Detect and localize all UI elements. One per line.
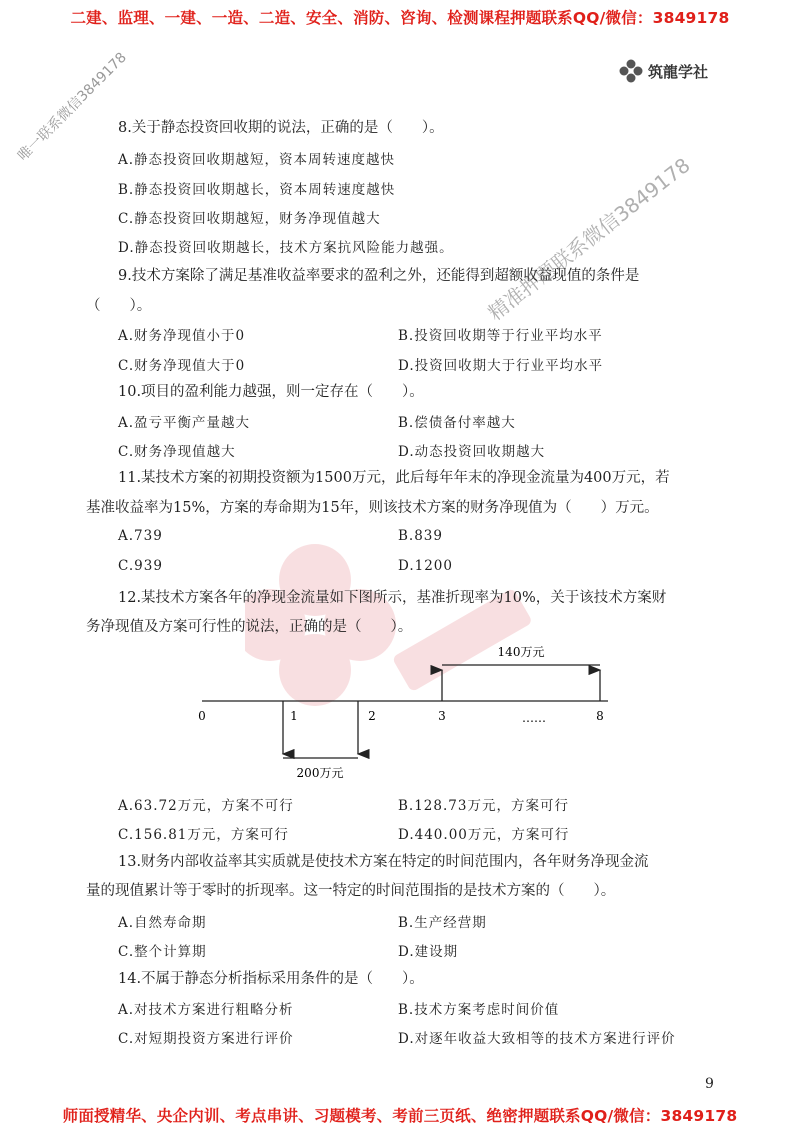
option-d: D.440.00万元，方案可行: [398, 827, 570, 843]
question-stem-continued: （ ）。: [86, 298, 152, 314]
question-stem: 10.项目的盈利能力越强，则一定存在（ ）。: [118, 384, 424, 400]
option-c: C.939: [118, 558, 163, 574]
cash-flow-diagram: [190, 640, 630, 790]
option-d: D.建设期: [398, 944, 459, 960]
option-d: D.投资回收期大于行业平均水平: [398, 358, 604, 374]
option-d: D.动态投资回收期越大: [398, 444, 546, 460]
question-stem-continued: 务净现值及方案可行性的说法，正确的是（ ）。: [86, 619, 413, 635]
question-stem-continued: 基准收益率为15%，方案的寿命期为15年，则该技术方案的财务净现值为（ ）万元。: [86, 500, 659, 516]
period-0-label: 0: [198, 709, 206, 723]
question-stem-continued: 量的现值累计等于零时的折现率。这一特定的时间范围指的是技术方案的（ ）。: [86, 883, 616, 899]
option-b: B.偿债备付率越大: [398, 415, 516, 431]
side-watermark: 唯一联系微信3849178: [15, 49, 130, 165]
option-b: B.投资回收期等于行业平均水平: [398, 328, 603, 344]
logo: [618, 58, 708, 84]
question-stem: 12.某技术方案各年的净现金流量如下图所示，基准折现率为10%，关于该技术方案财: [118, 590, 667, 606]
top-banner: 二建、监理、一建、一造、二造、安全、消防、咨询、检测课程押题联系QQ/微信：3849178: [70, 9, 730, 27]
outflow-amount-label: 200万元: [296, 766, 344, 780]
flower-logo-icon: [618, 58, 644, 84]
page-number: 9: [705, 1076, 714, 1092]
question-stem: 11.某技术方案的初期投资额为1500万元，此后每年年末的净现金流量为400万元，若: [118, 470, 670, 486]
option-c: C.财务净现值大于0: [118, 358, 246, 374]
period-1-label: 1: [290, 709, 298, 723]
option-a: A.739: [118, 528, 163, 544]
option-d: D.静态投资回收期越长，技术方案抗风险能力越强。: [118, 240, 454, 256]
ellipsis-label: ……: [522, 711, 546, 725]
period-8-label: 8: [596, 709, 604, 723]
question-stem: 8.关于静态投资回收期的说法，正确的是（ ）。: [118, 120, 444, 136]
option-b: B.静态投资回收期越长，资本周转速度越快: [118, 182, 396, 198]
inflow-amount-label: 140万元: [497, 645, 545, 659]
option-d: D.1200: [398, 558, 453, 574]
logo-text: 筑龍学社: [648, 62, 709, 81]
option-a: A.静态投资回收期越短，资本周转速度越快: [118, 152, 396, 168]
question-stem: 9.技术方案除了满足基准收益率要求的盈利之外，还能得到超额收益现值的条件是: [118, 268, 640, 284]
option-b: B.生产经营期: [398, 915, 487, 931]
option-d: D.对逐年收益大致相等的技术方案进行评价: [398, 1031, 676, 1047]
period-3-label: 3: [438, 709, 446, 723]
period-2-label: 2: [368, 709, 376, 723]
question-stem: 14.不属于静态分析指标采用条件的是（ ）。: [118, 971, 424, 987]
option-c: C.整个计算期: [118, 944, 207, 960]
bottom-banner: 师面授精华、央企内训、考点串讲、习题模考、考前三页纸、绝密押题联系QQ/微信：3849178: [62, 1107, 738, 1125]
option-a: A.对技术方案进行粗略分析: [118, 1002, 294, 1018]
question-stem: 13.财务内部收益率其实质就是使技术方案在特定的时间范围内，各年财务净现金流: [118, 854, 649, 870]
option-a: A.盈亏平衡产量越大: [118, 415, 251, 431]
option-c: C.静态投资回收期越短，财务净现值越大: [118, 211, 381, 227]
option-a: A.自然寿命期: [118, 915, 207, 931]
option-b: B.128.73万元，方案可行: [398, 798, 569, 814]
option-b: B.839: [398, 528, 443, 544]
diagonal-watermark: 精准押题联系微信3849178: [483, 152, 695, 326]
option-b: B.技术方案考虑时间价值: [398, 1002, 560, 1018]
option-c: C.财务净现值越大: [118, 444, 236, 460]
option-a: A.63.72万元，方案不可行: [118, 798, 294, 814]
option-c: C.对短期投资方案进行评价: [118, 1031, 294, 1047]
option-c: C.156.81万元，方案可行: [118, 827, 289, 843]
option-a: A.财务净现值小于0: [118, 328, 246, 344]
